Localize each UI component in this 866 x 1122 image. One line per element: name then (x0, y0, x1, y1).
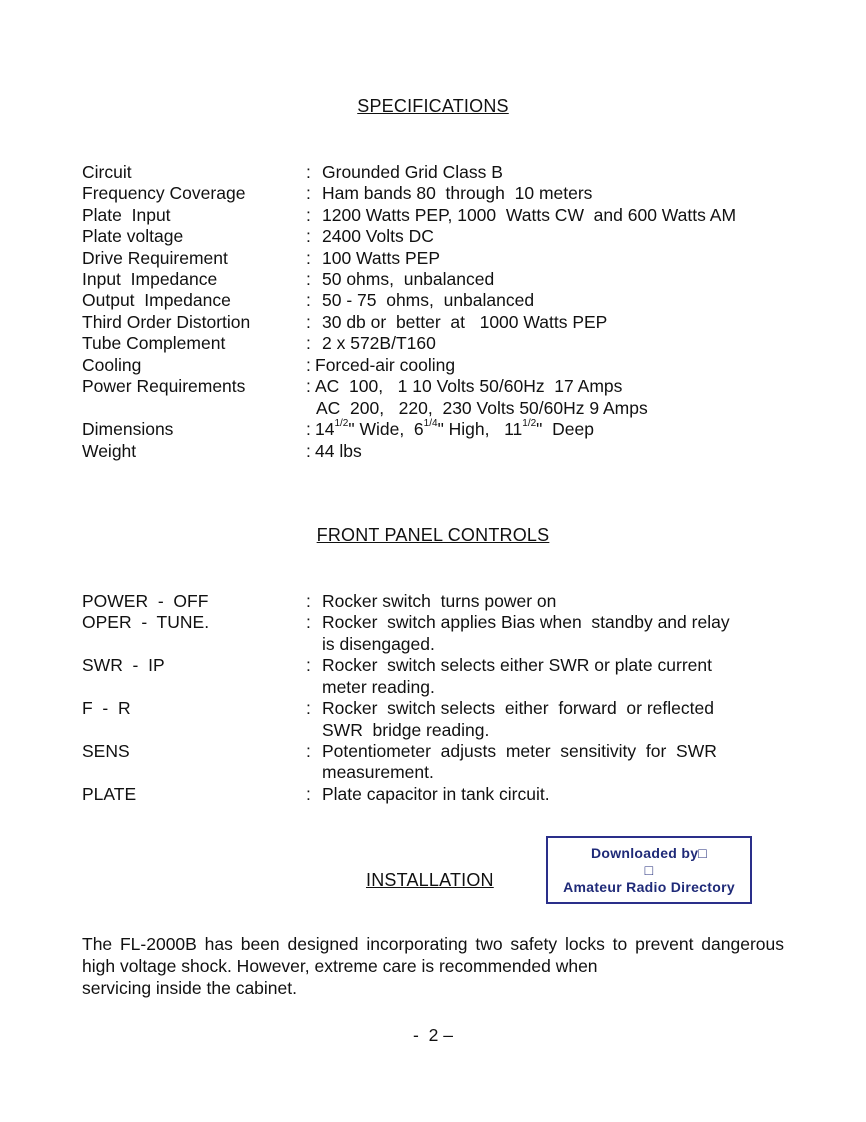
control-value: Potentiometer adjusts meter sensitivity for SWR (322, 741, 717, 761)
control-value: Rocker switch selects either forward or reflected (322, 698, 714, 718)
spec-label: Output Impedance (82, 290, 231, 310)
colon: : (306, 226, 311, 246)
colon: : (306, 655, 311, 675)
spec-value: AC 200, 220, 230 Volts 50/60Hz 9 Amps (316, 398, 648, 418)
control-value: measurement. (322, 762, 434, 782)
control-row-sens (0, 740, 866, 762)
spec-row-power (0, 375, 866, 397)
control-row-swr (0, 654, 866, 676)
spec-label: Frequency Coverage (82, 183, 246, 203)
colon: : (306, 333, 311, 353)
spec-value: Forced-air cooling (315, 355, 456, 375)
spec-value: 30 db or better at 1000 Watts PEP (322, 312, 608, 332)
spec-row-plate-input (0, 204, 866, 226)
installation-paragraph (82, 933, 784, 999)
control-value: is disengaged. (322, 634, 435, 654)
control-row-oper-cont (0, 633, 866, 655)
control-label: OPER - TUNE. (82, 612, 210, 632)
colon: : (306, 741, 311, 761)
spec-value (315, 418, 594, 440)
spec-value: Ham bands 80 through 10 meters (322, 183, 593, 203)
control-row-power (0, 590, 866, 612)
download-badge (546, 836, 752, 904)
spec-row-tubes (0, 332, 866, 354)
control-row-fr-cont (0, 719, 866, 741)
control-label: PLATE (82, 784, 137, 804)
spec-value: Grounded Grid Class B (322, 162, 503, 182)
spec-label: Dimensions (82, 419, 174, 439)
colon: : (306, 441, 311, 461)
colon: : (306, 269, 311, 289)
spec-label: Plate Input (82, 205, 171, 225)
control-value: Rocker switch turns power on (322, 591, 557, 611)
colon: : (306, 183, 311, 203)
colon: : (306, 205, 311, 225)
spec-value: 2 x 572B/T160 (322, 333, 436, 353)
dimension-height: 6 (413, 419, 424, 439)
spec-value: 1200 Watts PEP, 1000 Watts CW and 600 Watts AM (322, 205, 737, 225)
unit: " Wide, (348, 419, 405, 439)
badge-line: Downloaded by□ (590, 845, 708, 861)
colon: : (306, 290, 311, 310)
spec-value: 50 ohms, unbalanced (322, 269, 495, 289)
spec-value: 2400 Volts DC (322, 226, 434, 246)
control-value: Plate capacitor in tank circuit. (322, 784, 550, 804)
spec-label: Plate voltage (82, 226, 184, 246)
control-value: SWR bridge reading. (322, 720, 490, 740)
control-row-sens-cont (0, 761, 866, 783)
control-value: Rocker switch applies Bias when standby and relay (322, 612, 730, 632)
fraction: 1/2 (522, 418, 537, 430)
spec-label: Third Order Distortion (82, 312, 251, 332)
unit: " Deep (536, 419, 594, 439)
control-row-fr (0, 697, 866, 719)
spec-row-weight (0, 440, 866, 462)
badge-line: □ (644, 862, 654, 878)
control-label: POWER - OFF (82, 591, 209, 611)
spec-row-cooling (0, 354, 866, 376)
colon: : (306, 248, 311, 268)
spec-label: Power Requirements (82, 376, 246, 396)
spec-value: 44 lbs (315, 441, 362, 461)
spec-label: Drive Requirement (82, 248, 228, 268)
spec-row-drive (0, 247, 866, 269)
control-value: Rocker switch selects either SWR or plate current (322, 655, 712, 675)
control-label: SWR - IP (82, 655, 165, 675)
spec-label: Input Impedance (82, 269, 218, 289)
spec-row-power-cont (0, 397, 866, 419)
colon: : (306, 784, 311, 804)
spec-label: Tube Complement (82, 333, 226, 353)
colon: : (306, 612, 311, 632)
control-value: meter reading. (322, 677, 435, 697)
installation-text: The FL-2000B has been designed incorporating two safety locks to prevent dangerous high voltage shock. However, extreme care is recommended when (82, 934, 784, 976)
specifications-heading: SPECIFICATIONS (357, 96, 509, 116)
fraction: 1/2 (334, 418, 349, 430)
colon: : (306, 376, 311, 396)
spec-row-distortion (0, 311, 866, 333)
spec-value: 100 Watts PEP (322, 248, 441, 268)
colon: : (306, 355, 311, 375)
colon: : (306, 591, 311, 611)
control-label: SENS (82, 741, 130, 761)
spec-value: 50 - 75 ohms, unbalanced (322, 290, 535, 310)
dimension-depth: 11 (504, 419, 523, 439)
spec-value: AC 100, 1 10 Volts 50/60Hz 17 Amps (315, 376, 623, 396)
control-label: F - R (82, 698, 131, 718)
badge-title: Amateur Radio Directory (563, 879, 735, 895)
colon: : (306, 162, 311, 182)
colon: : (306, 419, 311, 439)
spec-label: Weight (82, 441, 137, 461)
spec-label: Cooling (82, 355, 142, 375)
installation-text-last: servicing inside the cabinet. (82, 978, 297, 998)
spec-row-plate-voltage (0, 225, 866, 247)
spec-row-frequency (0, 182, 866, 204)
spec-label: Circuit (82, 162, 132, 182)
colon: : (306, 312, 311, 332)
front-panel-heading: FRONT PANEL CONTROLS (316, 525, 550, 545)
spec-row-output-impedance (0, 289, 866, 311)
spec-row-input-impedance (0, 268, 866, 290)
control-row-oper (0, 611, 866, 633)
unit: " High, (437, 419, 490, 439)
spec-row-dimensions (0, 418, 866, 440)
dimension-width: 14 (315, 419, 335, 439)
installation-heading: INSTALLATION (366, 870, 494, 890)
fraction: 1/4 (423, 418, 438, 430)
control-row-plate (0, 783, 866, 805)
page-number: - 2 – (413, 1025, 453, 1045)
control-row-swr-cont (0, 676, 866, 698)
spec-row-circuit (0, 161, 866, 183)
colon: : (306, 698, 311, 718)
